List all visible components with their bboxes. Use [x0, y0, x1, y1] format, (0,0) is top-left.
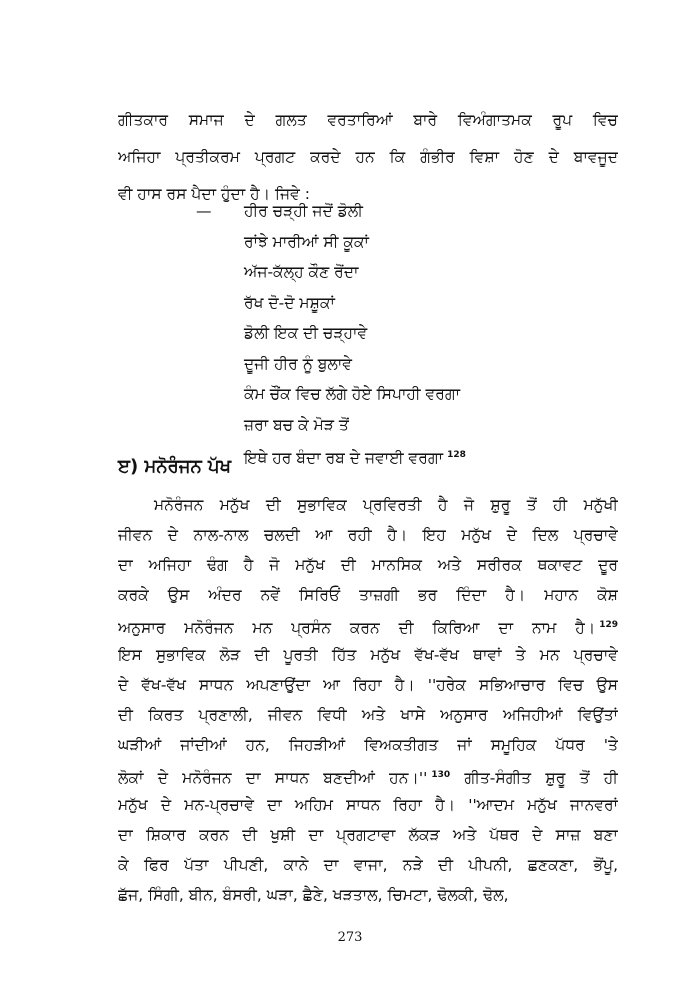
- text-line-part: ਲੋਕਾਂ ਦੇ ਮਨੋਰੰਜਨ ਦਾ ਸਾਧਨ ਬਣਦੀਆਂ ਹਨ।'': [118, 769, 428, 787]
- poem-dash: —: [196, 202, 212, 220]
- poem-line-text: ਰਾਂਝੇ ਮਾਰੀਆਂ ਸੀ ਕੂਕਾਂ: [244, 232, 369, 251]
- footnote-ref-129: 129: [599, 620, 618, 630]
- poem-line-text: ਕੰਮ ਚੌਂਕ ਵਿਚ ਲੱਗੇ ਹੋਏ ਸਿਪਾਹੀ ਵਰਗਾ: [244, 385, 461, 403]
- poem-line: [196, 257, 636, 288]
- poem-line: [196, 227, 636, 258]
- text-line: ਇਸ ਸੁਭਾਵਿਕ ਲੋੜ ਦੀ ਪੂਰਤੀ ਹਿੱਤ ਮਨੁੱਖ ਵੱਖ-ਵੱਖ ਥਾਵਾਂ ਤੇ ਮਨ ਪ੍ਰਚਾਵੇ: [118, 646, 618, 664]
- poem-line-text: ਰੱਖ ਦੋ-ਦੋ ਮਸ਼ੂਕਾਂ: [244, 293, 335, 312]
- poem-line-text-inner: ਇਥੇ ਹਰ ਬੰਦਾ ਰਬ ਦੇ ਜਵਾਈ ਵਰਗਾ: [244, 449, 444, 467]
- poem-line-text: ਹੀਰ ਚੜ੍ਹੀ ਜਦੋਂ ਡੋਲੀ: [244, 202, 363, 220]
- poem-line: [196, 379, 636, 410]
- text-line: [118, 760, 618, 790]
- paragraph-entertainment: [118, 490, 618, 910]
- text-line: ਦੀ ਕਿਰਤ ਪ੍ਰਣਾਲੀ, ਜੀਵਨ ਵਿਧੀ ਅਤੇ ਖਾਸੇ ਅਨੁਸਾਰ ਅਜਿਹੀਆਂ ਵਿਉਂਤਾਂ: [118, 706, 618, 724]
- text-line: ਦਾ ਅਜਿਹਾ ਢੰਗ ਹੈ ਜੋ ਮਨੁੱਖ ਦੀ ਮਾਨਸਿਕ ਅਤੇ ਸਰੀਰਕ ਥਕਾਵਟ ਦੂਰ: [118, 556, 618, 574]
- poem-line: [196, 349, 636, 380]
- page-number: 273: [337, 930, 363, 945]
- paragraph-intro: [118, 105, 618, 209]
- poem-line-text: ਅੱਜ-ਕੱਲ੍ਹ ਕੌਣ ਰੋਂਦਾ: [244, 263, 359, 281]
- poem-line: [196, 196, 636, 227]
- poem-line: [196, 318, 636, 349]
- poem-line: [196, 410, 636, 441]
- section-heading: ੲ) ਮਨੋਰੰਜਨ ਪੱਖ: [118, 456, 232, 477]
- text-line: [118, 610, 618, 640]
- text-line: ਘੜੀਆਂ ਜਾਂਦੀਆਂ ਹਨ, ਜਿਹੜੀਆਂ ਵਿਅਕਤੀਗਤ ਜਾਂ ਸਮੂਹਿਕ ਪੱਧਰ 'ਤੇ: [118, 736, 618, 754]
- text-line: ਕਰਕੇ ਉਸ ਅੰਦਰ ਨਵੇਂ ਸਿਰਿਓਂ ਤਾਜ਼ਗੀ ਭਰ ਦਿੰਦਾ ਹੈ। ਮਹਾਨ ਕੋਸ਼: [118, 586, 618, 604]
- text-line: ਗੀਤਕਾਰ ਸਮਾਜ ਦੇ ਗਲਤ ਵਰਤਾਰਿਆਂ ਬਾਰੇ ਵਿਅੰਗਾਤਮਕ ਰੂਪ ਵਿਚ: [118, 111, 618, 129]
- text-line-part: ਗੀਤ-ਸੰਗੀਤ ਸ਼ੁਰੂ ਤੋਂ ਹੀ: [450, 769, 618, 787]
- text-line: ਦੇ ਵੱਖ-ਵੱਖ ਸਾਧਨ ਅਪਣਾਉਂਦਾ ਆ ਰਿਹਾ ਹੈ। ''ਹਰੇਕ ਸਭਿਆਚਾਰ ਵਿਚ ਉਸ: [118, 676, 618, 694]
- text-line: ਮਨੋਰੰਜਨ ਮਨੁੱਖ ਦੀ ਸੁਭਾਵਿਕ ਪ੍ਰਵਿਰਤੀ ਹੈ ਜੋ ਸ਼ੁਰੂ ਤੋਂ ਹੀ ਮਨੁੱਖੀ: [154, 496, 618, 514]
- footnote-ref-130: 130: [431, 770, 451, 780]
- poem-line-text: ਜ਼ਰਾ ਬਚ ਕੇ ਮੋੜ ਤੋਂ: [244, 415, 349, 434]
- poem-line: [196, 288, 636, 319]
- text-line: ਛੱਜ, ਸਿੰਗੀ, ਬੀਨ, ਬੰਸਰੀ, ਘੜਾ, ਛੈਣੇ, ਖੜਤਾਲ, ਚਿਮਟਾ, ਢੋਲਕੀ, ਢੋਲ,: [118, 886, 509, 904]
- text-line: ਕੇ ਫਿਰ ਪੱਤਾ ਪੀਪਣੀ, ਕਾਨੇ ਦਾ ਵਾਜਾ, ਨੜੇ ਦੀ ਪੀਪਨੀ, ਛਣਕਣਾ, ਭੋਂਪੂ,: [118, 856, 618, 874]
- text-line: ਮਨੁੱਖ ਦੇ ਮਨ-ਪ੍ਰਚਾਵੇ ਦਾ ਅਹਿਮ ਸਾਧਨ ਰਿਹਾ ਹੈ। ''ਆਦਮ ਮਨੁੱਖ ਜਾਨਵਰਾਂ: [118, 796, 618, 814]
- poem-line-text: [244, 440, 466, 474]
- text-line: ਜੀਵਨ ਦੇ ਨਾਲ-ਨਾਲ ਚਲਦੀ ਆ ਰਹੀ ਹੈ। ਇਹ ਮਨੁੱਖ ਦੇ ਦਿਲ ਪ੍ਰਚਾਵੇ: [118, 526, 618, 544]
- poem-line: [196, 440, 636, 471]
- poem-line-text: ਦੂਜੀ ਹੀਰ ਨੂੰ ਬੁਲਾਵੇ: [244, 354, 352, 373]
- footnote-ref-128: 128: [447, 450, 466, 460]
- poem-block: [196, 196, 636, 471]
- poem-line-text: ਡੋਲੀ ਇਕ ਦੀ ਚੜ੍ਹਾਵੇ: [244, 324, 368, 342]
- text-line: ਦਾ ਸ਼ਿਕਾਰ ਕਰਨ ਦੀ ਖੁਸ਼ੀ ਦਾ ਪ੍ਰਗਟਾਵਾ ਲੱਕੜ ਅਤੇ ਪੱਥਰ ਦੇ ਸਾਜ਼ ਬਣਾ: [118, 826, 618, 844]
- text-line-part: ਅਨੁਸਾਰ ਮਨੋਰੰਜਨ ਮਨ ਪ੍ਰਸੰਨ ਕਰਨ ਦੀ ਕਿਰਿਆ ਦਾ ਨਾਮ ਹੈ।: [118, 619, 596, 637]
- text-line: ਅਜਿਹਾ ਪ੍ਰਤੀਕਰਮ ਪ੍ਰਗਟ ਕਰਦੇ ਹਨ ਕਿ ਗੰਭੀਰ ਵਿਸ਼ਾ ਹੋਣ ਦੇ ਬਾਵਜੂਦ: [118, 148, 618, 166]
- text-line: ਵੀ ਹਾਸ ਰਸ ਪੈਦਾ ਹੁੰਦਾ ਹੈ। ਜਿਵੇ :: [118, 185, 310, 203]
